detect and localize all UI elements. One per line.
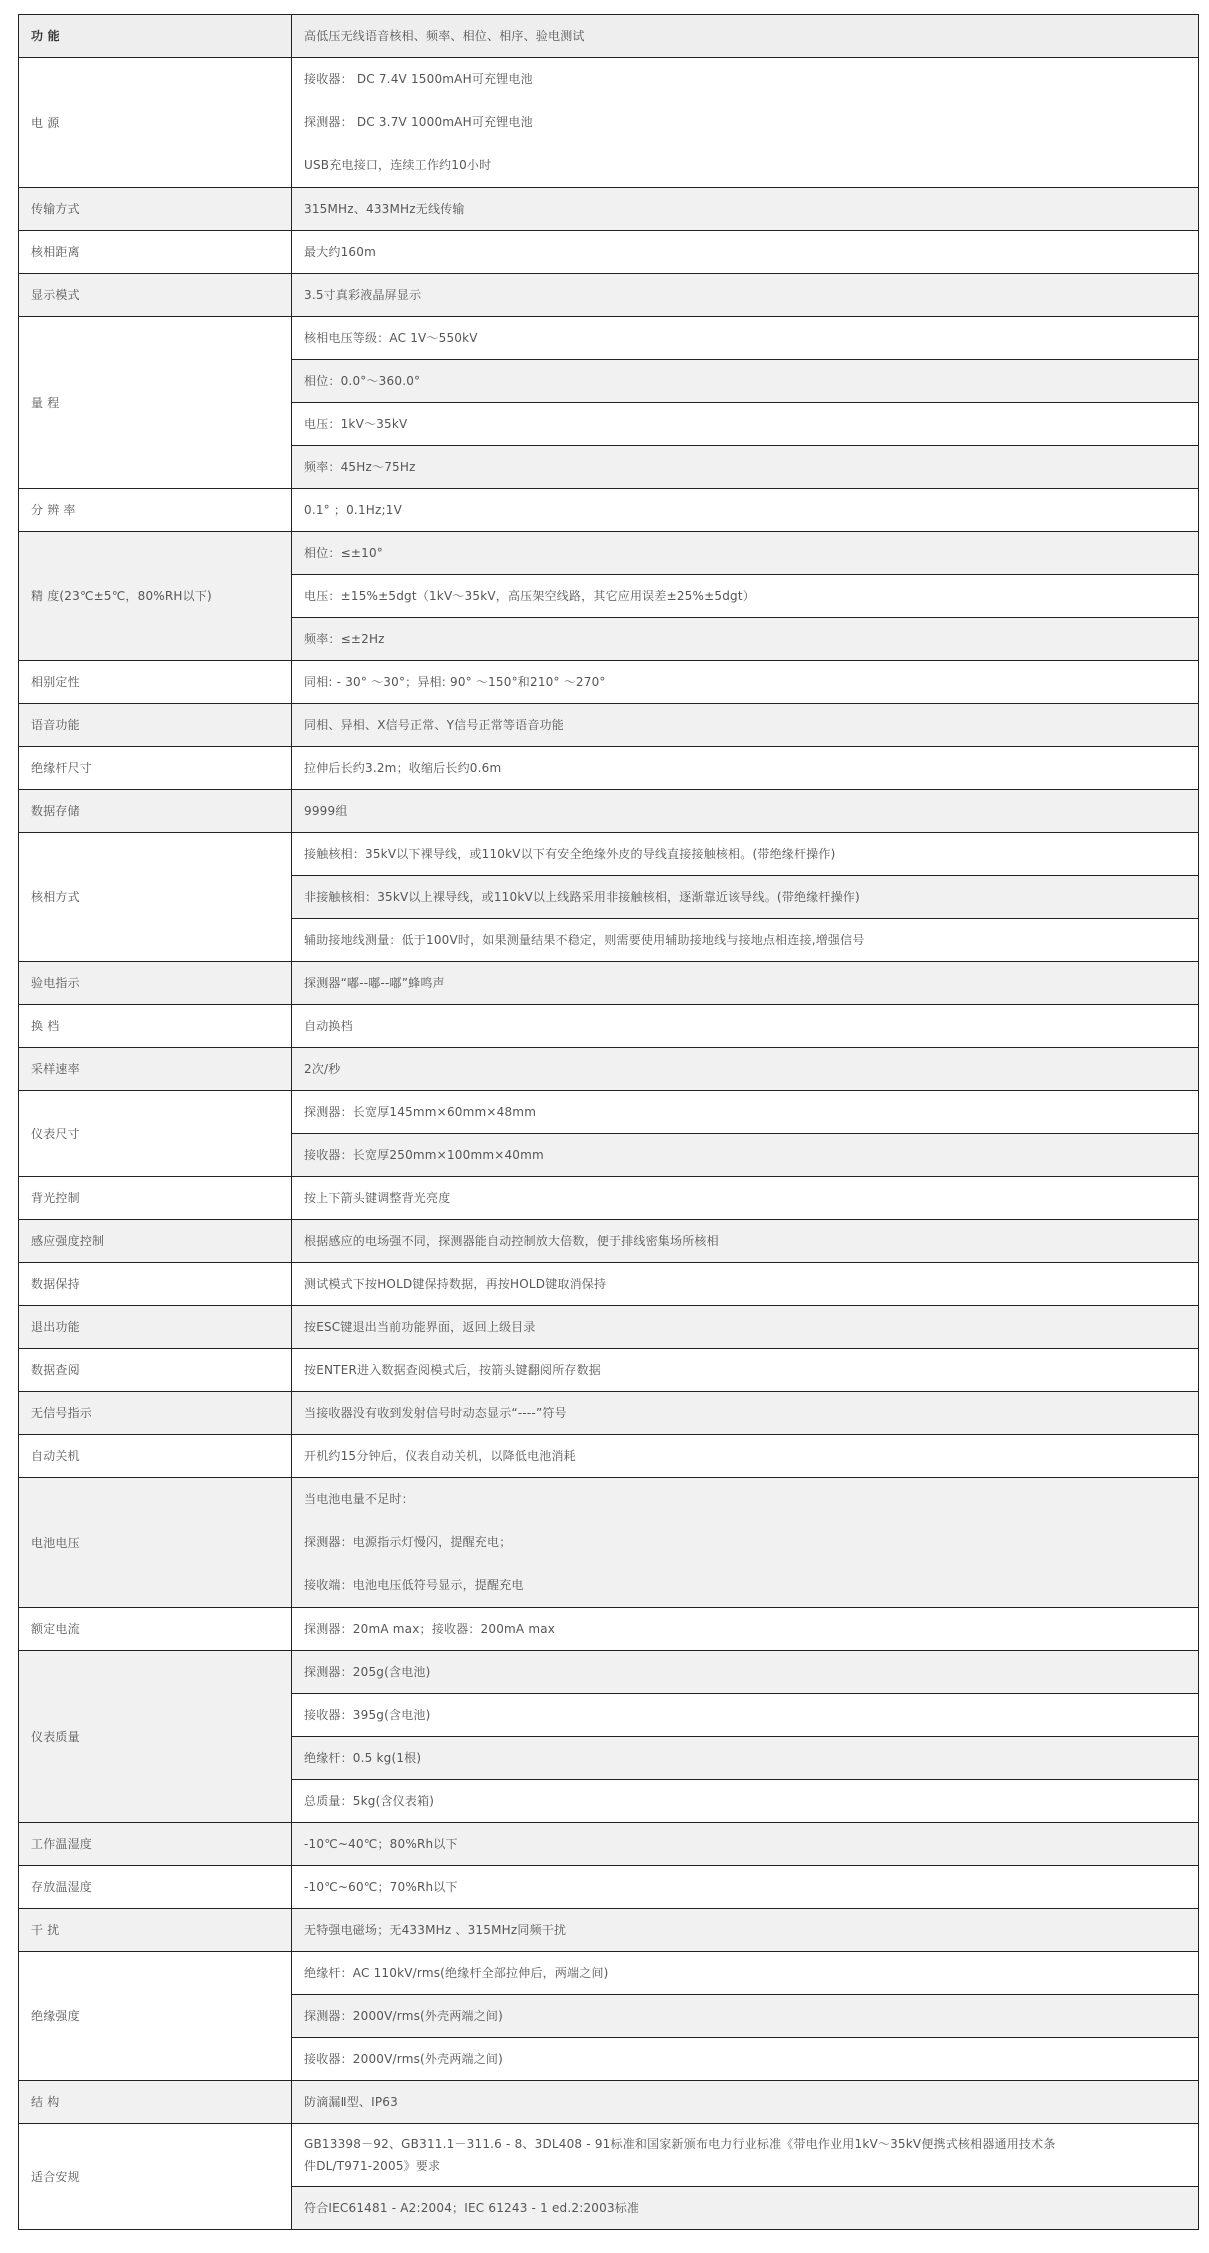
row-label: 数据保持 <box>19 1263 292 1306</box>
row-value: 3.5寸真彩液晶屏显示 <box>292 274 1199 317</box>
row-label: 精 度(23℃±5℃，80%RH以下) <box>19 532 292 661</box>
row-label: 相别定性 <box>19 661 292 704</box>
row-value: 频率：≤±2Hz <box>292 618 1199 661</box>
row-value: 接收器：2000V/rms(外壳两端之间) <box>292 2038 1199 2081</box>
table-row-current <box>19 1608 1199 1651</box>
row-value: 探测器：20mA max；接收器：200mA max <box>292 1608 1199 1651</box>
row-label: 结 构 <box>19 2081 292 2124</box>
row-value: 探测器：长宽厚145mm×60mm×48mm <box>292 1091 1199 1134</box>
row-value: 开机约15分钟后，仪表自动关机，以降低电池消耗 <box>292 1435 1199 1478</box>
row-value: 探测器：2000V/rms(外壳两端之间) <box>292 1995 1199 2038</box>
spec-table-container <box>18 14 1198 2230</box>
row-value: 频率：45Hz～75Hz <box>292 446 1199 489</box>
row-label: 显示模式 <box>19 274 292 317</box>
row-value: 电压：1kV～35kV <box>292 403 1199 446</box>
table-row-rod-size <box>19 747 1199 790</box>
table-row-accuracy <box>19 532 1199 575</box>
table-row-function <box>19 15 1199 58</box>
row-label: 分 辨 率 <box>19 489 292 532</box>
row-value: 315MHz、433MHz无线传输 <box>292 188 1199 231</box>
row-label: 干 扰 <box>19 1909 292 1952</box>
row-value: 最大约160m <box>292 231 1199 274</box>
row-label: 额定电流 <box>19 1608 292 1651</box>
row-label: 存放温湿度 <box>19 1866 292 1909</box>
table-row-power <box>19 58 1199 188</box>
power-line: USB充电接口，连续工作约10小时 <box>304 158 492 172</box>
table-row-resolution <box>19 489 1199 532</box>
battery-line: 接收端：电池电压低符号显示，提醒充电 <box>304 1578 524 1592</box>
row-label: 传输方式 <box>19 188 292 231</box>
row-value: 接收器：395g(含电池) <box>292 1694 1199 1737</box>
compliance-standards-text: GB13398－92、GB311.1－311.6 - 8、3DL408 - 91标准和国家新颁布电力行业标准《带电作业用1kV～35kV便携式核相器通用技术条件DL/T971-2005》要求 <box>304 2137 1056 2173</box>
table-row-range-switch <box>19 1005 1199 1048</box>
row-value: 总质量：5kg(含仪表箱) <box>292 1780 1199 1823</box>
row-value <box>292 58 1199 188</box>
table-row-work-env <box>19 1823 1199 1866</box>
table-row-display <box>19 274 1199 317</box>
row-label: 数据存储 <box>19 790 292 833</box>
row-value: 自动换档 <box>292 1005 1199 1048</box>
row-value: 当接收器没有收到发射信号时动态显示“----”符号 <box>292 1392 1199 1435</box>
row-value: 接收器：长宽厚250mm×100mm×40mm <box>292 1134 1199 1177</box>
row-value: 9999组 <box>292 790 1199 833</box>
table-row-phase-judgement <box>19 661 1199 704</box>
table-row-no-signal <box>19 1392 1199 1435</box>
row-label: 无信号指示 <box>19 1392 292 1435</box>
row-label: 核相方式 <box>19 833 292 962</box>
row-value: 核相电压等级：AC 1V～550kV <box>292 317 1199 360</box>
row-label: 量 程 <box>19 317 292 489</box>
row-value: 0.1° ；0.1Hz;1V <box>292 489 1199 532</box>
row-value: 接触核相：35kV以下裸导线，或110kV以下有安全绝缘外皮的导线直接接触核相。(带绝缘杆操作) <box>292 833 1199 876</box>
table-row-transmission <box>19 188 1199 231</box>
table-row-backlight <box>19 1177 1199 1220</box>
table-row-interference <box>19 1909 1199 1952</box>
table-row-storage <box>19 790 1199 833</box>
row-label: 绝缘杆尺寸 <box>19 747 292 790</box>
table-row-auto-off <box>19 1435 1199 1478</box>
row-value: 相位：0.0°～360.0° <box>292 360 1199 403</box>
table-row-distance <box>19 231 1199 274</box>
row-label: 自动关机 <box>19 1435 292 1478</box>
table-row-battery <box>19 1478 1199 1608</box>
table-row-compliance <box>19 2124 1199 2187</box>
power-line: 探测器： DC 3.7V 1000mAH可充锂电池 <box>304 115 533 129</box>
table-row-insulation <box>19 1952 1199 1995</box>
row-label: 背光控制 <box>19 1177 292 1220</box>
row-value: 防滴漏Ⅱ型、IP63 <box>292 2081 1199 2124</box>
row-value: 辅助接地线测量：低于100V时，如果测量结果不稳定，则需要使用辅助接地线与接地点相连接,增强信号 <box>292 919 1199 962</box>
row-label: 适合安规 <box>19 2124 292 2230</box>
row-value: 绝缘杆：0.5 kg(1根) <box>292 1737 1199 1780</box>
table-row-sampling <box>19 1048 1199 1091</box>
table-row-weight <box>19 1651 1199 1694</box>
power-line: 接收器： DC 7.4V 1500mAH可充锂电池 <box>304 72 533 86</box>
spec-table <box>18 14 1199 2230</box>
row-label: 电 源 <box>19 58 292 188</box>
row-value: 按上下箭头键调整背光亮度 <box>292 1177 1199 1220</box>
row-value: 相位：≤±10° <box>292 532 1199 575</box>
row-label: 语音功能 <box>19 704 292 747</box>
table-row-exit <box>19 1306 1199 1349</box>
row-label: 数据查阅 <box>19 1349 292 1392</box>
table-row-data-hold <box>19 1263 1199 1306</box>
row-value <box>292 1478 1199 1608</box>
row-label: 工作温湿度 <box>19 1823 292 1866</box>
row-label: 换 档 <box>19 1005 292 1048</box>
row-label: 采样速率 <box>19 1048 292 1091</box>
table-row-range <box>19 317 1199 360</box>
row-value: 无特强电磁场；无433MHz 、315MHz同频干扰 <box>292 1909 1199 1952</box>
battery-line: 探测器：电源指示灯慢闪，提醒充电； <box>304 1535 512 1549</box>
table-row-dimensions <box>19 1091 1199 1134</box>
row-label: 核相距离 <box>19 231 292 274</box>
table-row-electroscope <box>19 962 1199 1005</box>
row-label: 电池电压 <box>19 1478 292 1608</box>
row-label: 感应强度控制 <box>19 1220 292 1263</box>
table-row-store-env <box>19 1866 1199 1909</box>
row-value: 2次/秒 <box>292 1048 1199 1091</box>
row-value: 非接触核相：35kV以上裸导线，或110kV以上线路采用非接触核相，逐渐靠近该导线。(带绝缘杆操作) <box>292 876 1199 919</box>
row-value: 绝缘杆：AC 110kV/rms(绝缘杆全部拉伸后，两端之间) <box>292 1952 1199 1995</box>
row-value: 同相、异相、X信号正常、Y信号正常等语音功能 <box>292 704 1199 747</box>
row-value: 高低压无线语音核相、频率、相位、相序、验电测试 <box>292 15 1199 58</box>
row-value: 探测器“嘟--嘟--嘟”蜂鸣声 <box>292 962 1199 1005</box>
row-value: 按ESC键退出当前功能界面，返回上级目录 <box>292 1306 1199 1349</box>
row-value <box>292 2124 1199 2187</box>
row-value: 符合IEC61481 - A2:2004；IEC 61243 - 1 ed.2:2003标准 <box>292 2187 1199 2230</box>
table-row-structure <box>19 2081 1199 2124</box>
row-value: 电压：±15%±5dgt（1kV～35kV，高压架空线路，其它应用误差±25%±5dgt） <box>292 575 1199 618</box>
row-value: -10℃~60℃；70%Rh以下 <box>292 1866 1199 1909</box>
row-value: 根据感应的电场强不同，探测器能自动控制放大倍数，便于排线密集场所核相 <box>292 1220 1199 1263</box>
row-value: 探测器：205g(含电池) <box>292 1651 1199 1694</box>
row-value: 拉伸后长约3.2m；收缩后长约0.6m <box>292 747 1199 790</box>
row-value: 同相: - 30° ～30°；异相: 90° ～150°和210° ～270° <box>292 661 1199 704</box>
row-label: 仪表质量 <box>19 1651 292 1823</box>
row-value: 测试模式下按HOLD键保持数据，再按HOLD键取消保持 <box>292 1263 1199 1306</box>
table-row-phasing-method <box>19 833 1199 876</box>
row-label: 验电指示 <box>19 962 292 1005</box>
table-row-review <box>19 1349 1199 1392</box>
row-label: 绝缘强度 <box>19 1952 292 2081</box>
row-label: 仪表尺寸 <box>19 1091 292 1177</box>
row-value: -10℃~40℃；80%Rh以下 <box>292 1823 1199 1866</box>
table-row-sensitivity <box>19 1220 1199 1263</box>
battery-line: 当电池电量不足时： <box>304 1492 414 1506</box>
table-row-voice <box>19 704 1199 747</box>
row-label: 退出功能 <box>19 1306 292 1349</box>
row-value: 按ENTER进入数据查阅模式后，按箭头键翻阅所存数据 <box>292 1349 1199 1392</box>
row-label: 功 能 <box>19 15 292 58</box>
